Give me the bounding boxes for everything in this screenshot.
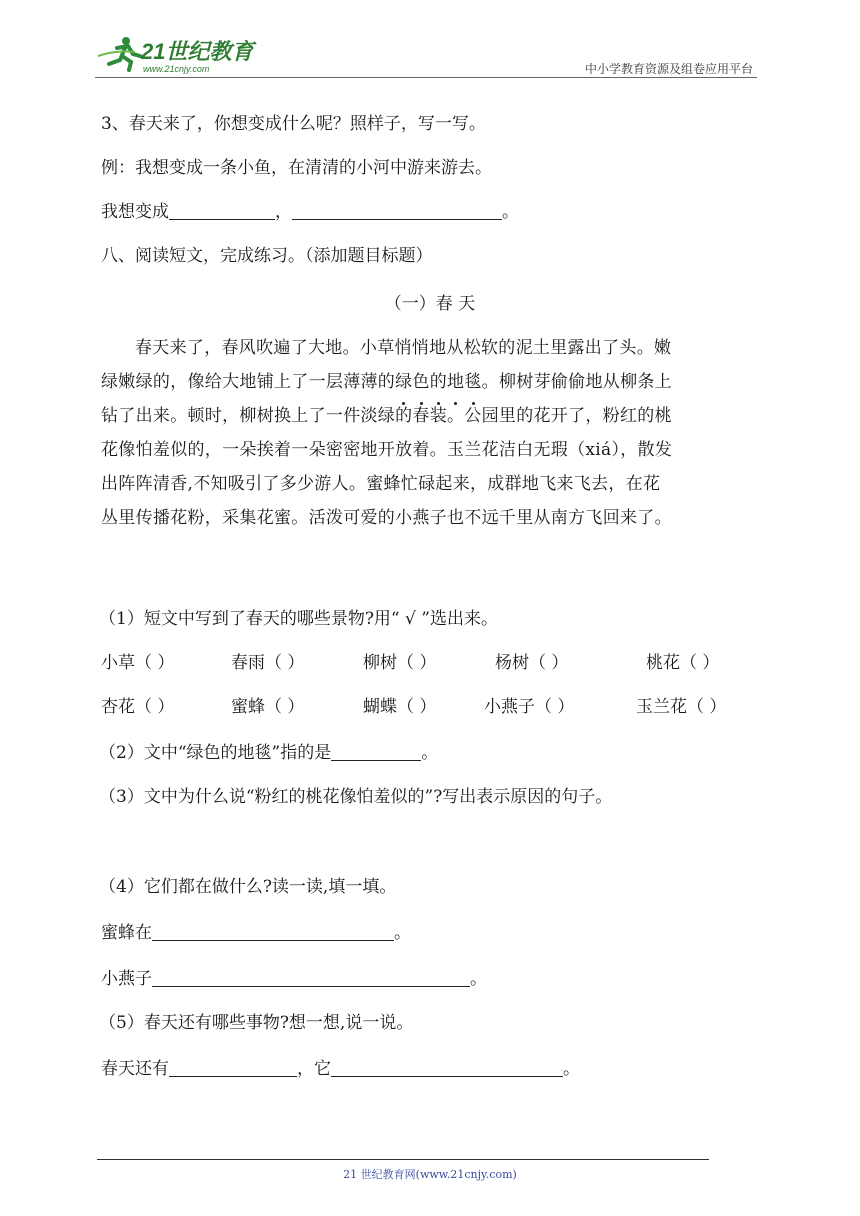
passage-title: （一）春 天 [384,294,476,314]
passage-line-5: 出阵阵清香,不知吸引了多少游人。蜜蜂忙碌起来，成群地飞来飞去，在花 [101,474,661,494]
q3-fill-line [101,201,519,223]
passage-line-1: 春天来了，春风吹遍了大地。小草悄悄地从松软的泥土里露出了头。嫩 [135,338,672,358]
emphasis-char: 地 [447,365,464,399]
header-divider [95,77,757,78]
footer-text[interactable]: 21 世纪教育网(www.21cnjy.com) [343,1168,517,1181]
q5-fill-line: 春天还有 ，它 。 [101,1059,580,1079]
svg-text:21世纪教育: 21世纪教育 [141,39,254,64]
question-1: （1）短文中写到了春天的哪些景物?用“ √ ”选出来。 [99,609,498,629]
q4-swallow-blank[interactable] [152,968,470,987]
option-poplar[interactable]: 杨树（ ） [495,653,569,673]
platform-name: 中小学教育资源及组卷应用平台 [584,62,753,76]
emphasis-char: 的 [430,365,447,399]
option-swallow[interactable]: 小燕子（ ） [484,697,575,717]
q5-blank-1[interactable] [169,1058,297,1077]
q4-bee-line: 蜜蜂在 。 [101,923,411,943]
q2-blank[interactable] [331,742,421,761]
q3-fill-comma: ， [275,202,292,222]
option-apricot-blossom[interactable]: 杏花（ ） [101,697,175,717]
passage-line-3: 钻了出来。顿时，柳树换上了一件淡绿的春装。公园里的花开了，粉红的桃 [101,406,672,426]
q3-fill-end: 。 [502,202,519,222]
question-5: （5）春天还有哪些事物?想一想,说一说。 [99,1013,414,1033]
passage-line-2: 绿嫩绿的，像给大地铺上了一层薄薄的绿色的地毯。柳树芽偷偷地从柳条上 [101,365,761,399]
question-2: （2）文中“绿色的地毯”指的是 。 [99,743,439,763]
option-butterfly[interactable]: 蝴蝶（ ） [363,697,437,717]
option-willow[interactable]: 柳树（ ） [363,653,437,673]
option-peach-blossom[interactable]: 桃花（ ） [646,653,720,673]
q3-blank-2[interactable] [292,201,502,220]
emphasis-char: 绿 [395,365,412,399]
option-spring-rain[interactable]: 春雨（ ） [231,653,305,673]
dotted-phrase [395,372,482,392]
q3-fill-start: 我想变成 [101,202,169,222]
q3-blank-1[interactable] [169,201,275,220]
option-bee[interactable]: 蜜蜂（ ） [231,697,305,717]
option-magnolia[interactable]: 玉兰花（ ） [636,697,727,717]
emphasis-char: 色 [412,365,429,399]
svg-text:www.21cnjy.com: www.21cnjy.com [143,64,210,74]
page-header [95,30,757,78]
question-3: （3）文中为什么说“粉红的桃花像怕羞似的”?写出表示原因的句子。 [99,787,613,807]
q5-blank-2[interactable] [331,1058,563,1077]
option-grass[interactable]: 小草（ ） [101,653,175,673]
site-logo [95,34,265,74]
q3-example: 例：我想变成一条小鱼，在清清的小河中游来游去。 [101,158,492,178]
passage-line-6: 丛里传播花粉，采集花蜜。活泼可爱的小燕子也不远千里从南方飞回来了。 [101,508,672,528]
question-4: （4）它们都在做什么?读一读,填一填。 [99,877,397,897]
passage-line-4: 花像怕羞似的，一朵挨着一朵密密地开放着。玉兰花洁白无瑕（xiá），散发 [101,440,673,460]
q4-swallow-line: 小燕子 。 [101,969,487,989]
q4-bee-blank[interactable] [152,922,394,941]
section-8-title: 八、阅读短文，完成练习。（添加题目标题） [101,246,433,266]
emphasis-char: 毯 [464,365,481,399]
q3-prompt: 3、春天来了，你想变成什么呢？照样子，写一写。 [101,114,486,134]
footer-divider [97,1159,709,1160]
passage [101,331,761,535]
